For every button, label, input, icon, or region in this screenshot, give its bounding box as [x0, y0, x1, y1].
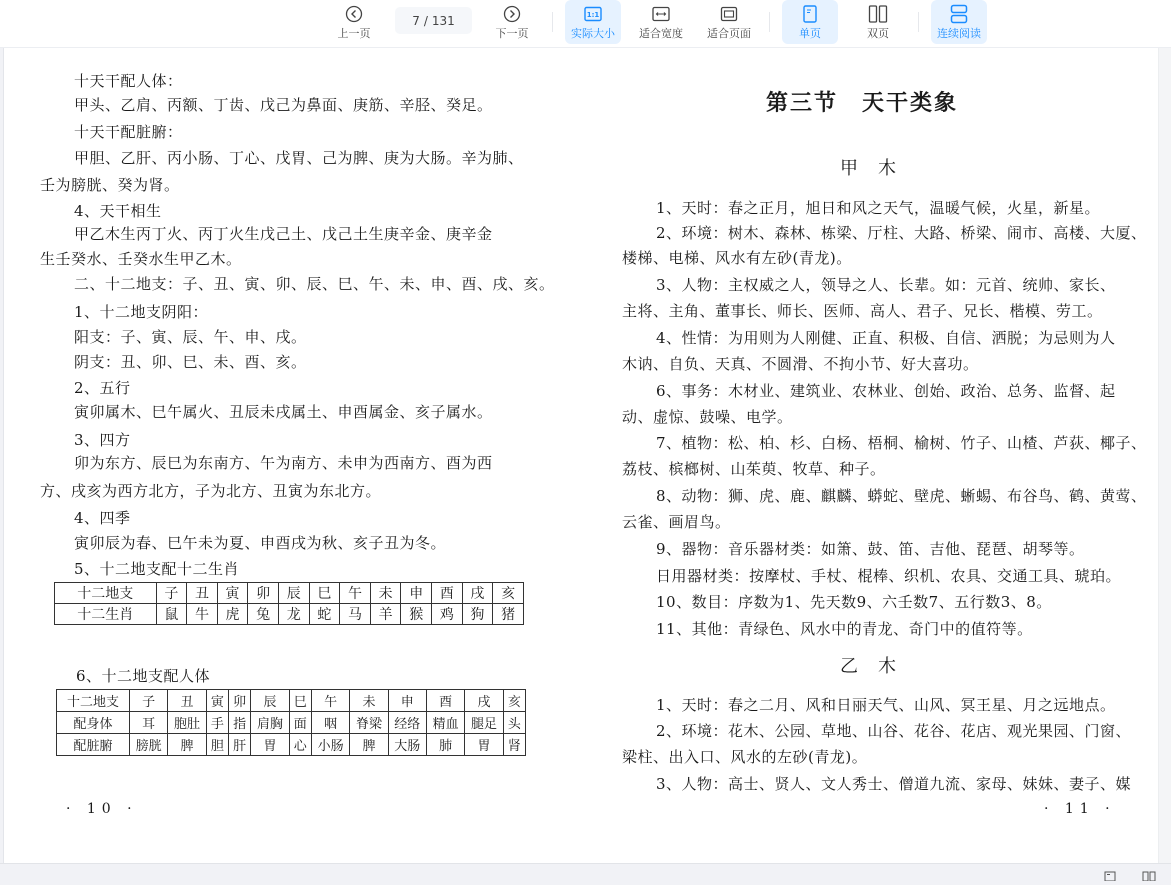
prev-page-label: 上一页: [337, 27, 371, 40]
text-line: 1、天时：春之二月、风和日丽天气、山风、冥王星、月之远地点。: [656, 696, 1116, 714]
table-cell: 子: [129, 690, 167, 712]
table-cell: 午: [340, 583, 371, 604]
table-cell: 龙: [278, 604, 309, 625]
single-page-view-icon[interactable]: [1104, 866, 1116, 885]
table-cell: 头: [503, 712, 525, 734]
total-pages: 131: [431, 13, 455, 28]
text-line: 3、四方: [74, 431, 131, 449]
text-line: 阴支：丑、卯、巳、未、酉、亥。: [74, 353, 307, 371]
text-line: 梁柱、出入口、风水的左砂(青龙)。: [622, 748, 868, 766]
double-page-label: 双页: [867, 27, 889, 40]
table-cell: 脾: [168, 734, 206, 756]
table-cell: 肝: [228, 734, 250, 756]
text-line: 楼梯、电梯、风水有左砂(青龙)。: [622, 249, 852, 267]
text-line: 3、人物：主权威之人，领导之人、长辈。如：元首、统帅、家长、: [656, 276, 1116, 294]
table-cell: 巳: [289, 690, 311, 712]
bottom-status-bar: [0, 863, 1171, 875]
text-line: 主将、主角、董事长、师长、医师、高人、君子、兄长、楷模、劳工。: [622, 302, 1103, 320]
table-cell: 耳: [129, 712, 167, 734]
text-line: 木讷、自负、天真、不圆滑、不拘小节、好大喜功。: [622, 355, 979, 373]
text-line: 日用器材类：按摩杖、手杖、棍棒、织机、农具、交通工具、琥珀。: [656, 567, 1122, 585]
table-cell: 猪: [493, 604, 524, 625]
table-cell: 猴: [401, 604, 432, 625]
text-line: 荔枝、槟榔树、山茱萸、牧草、种子。: [622, 460, 886, 478]
table-cell: 申: [401, 583, 432, 604]
document-viewport[interactable]: [0, 48, 1171, 863]
prev-page-button[interactable]: [330, 0, 378, 44]
text-line: 甲胆、乙肝、丙小肠、丁心、戊胃、己为脾、庚为大肠。辛为肺、: [74, 149, 524, 167]
table-cell: 肺: [426, 734, 464, 756]
double-page-view-icon[interactable]: [1142, 866, 1156, 885]
text-line: 6、十二地支配人体: [76, 667, 211, 685]
table-cell: 虎: [217, 604, 248, 625]
table-cell: 寅: [217, 583, 248, 604]
table-cell: 巳: [309, 583, 340, 604]
text-line: 5、十二地支配十二生肖: [74, 560, 240, 578]
table-cell: 未: [370, 583, 401, 604]
actual-size-button[interactable]: [565, 0, 621, 44]
table-cell: 面: [289, 712, 311, 734]
page-spread: [3, 48, 1158, 863]
text-line: 十天干配人体：: [74, 72, 183, 90]
table-cell: 肩胸: [251, 712, 289, 734]
table-row: [55, 583, 524, 604]
text-line: 8、动物：狮、虎、鹿、麒麟、蟒蛇、壁虎、蜥蜴、布谷鸟、鹤、黄莺、: [656, 487, 1147, 505]
table-cell: 申: [388, 690, 426, 712]
table-cell: 羊: [370, 604, 401, 625]
fit-width-label: 适合宽度: [639, 27, 683, 40]
table-cell: 小肠: [311, 734, 349, 756]
text-line: 11、其他：青绿色、风水中的青龙、奇门中的值符等。: [656, 620, 1033, 638]
table-cell: 腿足: [465, 712, 503, 734]
text-line: 生壬癸水、壬癸水生甲乙木。: [40, 250, 242, 268]
text-line: 6、事务：木材业、建筑业、农林业、创始、政治、总务、监督、起: [656, 382, 1116, 400]
text-line: 寅卯属木、巳午属火、丑辰未戌属土、申酉属金、亥子属水。: [74, 403, 493, 421]
table-cell: 辰: [251, 690, 289, 712]
table-cell: 戌: [465, 690, 503, 712]
svg-text:1:1: 1:1: [586, 11, 600, 19]
text-line: 4、性情：为用则为人刚健、正直、积极、自信、洒脱；为忌则为人: [656, 329, 1116, 347]
fit-page-label: 适合页面: [707, 27, 751, 40]
table-cell: 丑: [168, 690, 206, 712]
table-cell: 心: [289, 734, 311, 756]
page-number: · 10 ·: [66, 801, 138, 817]
toolbar-divider: [552, 12, 553, 32]
section-title: 第三节 天干类象: [766, 91, 959, 116]
text-line: 2、环境：花木、公园、草地、山谷、花谷、花店、观光果园、门窗、: [656, 722, 1132, 740]
table-cell: 经络: [388, 712, 426, 734]
text-line: 4、天干相生: [74, 202, 162, 220]
table-cell: 鸡: [432, 604, 463, 625]
table-cell: 牛: [187, 604, 218, 625]
table-row: [55, 604, 524, 625]
text-line: 方、戌亥为西方北方，子为北方、丑寅为东北方。: [40, 482, 382, 500]
double-page-button[interactable]: [850, 0, 906, 44]
table-cell: 午: [311, 690, 349, 712]
text-line: 云雀、画眉鸟。: [622, 513, 731, 531]
text-line: 10、数目：序数为1、先天数9、六壬数7、五行数3、8。: [656, 593, 1052, 611]
current-page: 7: [412, 13, 420, 28]
subtitle-jia-wood: 甲木: [840, 158, 916, 179]
table-row: [57, 712, 526, 734]
table-cell: 戌: [462, 583, 493, 604]
table-cell: 精血: [426, 712, 464, 734]
text-line: 十天干配脏腑：: [74, 123, 183, 141]
text-line: 卯为东方、辰巳为东南方、午为南方、未申为西南方、酉为西: [74, 454, 493, 472]
table-cell: 配脏腑: [57, 734, 130, 756]
table-cell: 胆: [206, 734, 228, 756]
table-cell: 十二地支: [55, 583, 157, 604]
table-cell: 辰: [278, 583, 309, 604]
table-cell: 胞肚: [168, 712, 206, 734]
fit-width-icon: [652, 4, 670, 24]
table-cell: 膀胱: [129, 734, 167, 756]
table-cell: 胃: [251, 734, 289, 756]
next-page-button[interactable]: [488, 0, 536, 44]
table-cell: 大肠: [388, 734, 426, 756]
text-line: 甲头、乙肩、丙额、丁齿、戊己为鼻面、庚筋、辛胫、癸足。: [74, 96, 493, 114]
table-cell: 酉: [426, 690, 464, 712]
continuous-reading-icon: [950, 4, 968, 24]
table-cell: 子: [156, 583, 187, 604]
body-organs-table: [56, 689, 526, 756]
table-cell: 兔: [248, 604, 279, 625]
table-cell: 酉: [432, 583, 463, 604]
chevron-left-circle-icon: [345, 4, 363, 24]
text-line: 1、天时：春之正月，旭日和风之天气，温暖气候，火星，新星。: [656, 199, 1101, 217]
table-cell: 亥: [503, 690, 525, 712]
table-cell: 手: [206, 712, 228, 734]
table-cell: 胃: [465, 734, 503, 756]
table-cell: 指: [228, 712, 250, 734]
text-line: 9、器物：音乐器材类：如箫、鼓、笛、吉他、琵琶、胡琴等。: [656, 540, 1085, 558]
fit-page-button[interactable]: [701, 0, 757, 44]
table-row: [57, 690, 526, 712]
table-cell: 鼠: [156, 604, 187, 625]
table-cell: 丑: [187, 583, 218, 604]
viewer-toolbar: [0, 0, 1171, 48]
vertical-scrollbar[interactable]: [1158, 48, 1171, 863]
table-cell: 十二地支: [57, 690, 130, 712]
text-line: 2、五行: [74, 379, 131, 397]
continuous-reading-button[interactable]: [931, 0, 987, 44]
zodiac-table: [54, 582, 524, 625]
table-cell: 脾: [350, 734, 388, 756]
text-line: 寅卯辰为春、巳午未为夏、申酉戌为秋、亥子丑为冬。: [74, 534, 447, 552]
text-line: 甲乙木生丙丁火、丙丁火生戊己土、戊己土生庚辛金、庚辛金: [74, 225, 493, 243]
text-line: 阳支：子、寅、辰、午、申、戌。: [74, 328, 307, 346]
table-cell: 配身体: [57, 712, 130, 734]
table-cell: 亥: [493, 583, 524, 604]
single-page-icon: [802, 4, 818, 24]
table-row: [57, 734, 526, 756]
text-line: 7、植物：松、柏、杉、白杨、梧桐、榆树、竹子、山楂、芦荻、椰子、: [656, 434, 1147, 452]
text-line: 2、环境：树木、森林、栋梁、厅柱、大路、桥梁、闹市、高楼、大厦、: [656, 224, 1147, 242]
actual-size-icon: [584, 4, 602, 24]
subtitle-yi-wood: 乙木: [840, 656, 916, 677]
table-cell: 寅: [206, 690, 228, 712]
table-cell: 卯: [248, 583, 279, 604]
table-cell: 咽: [311, 712, 349, 734]
double-page-icon: [868, 4, 888, 24]
text-line: 3、人物：高士、贤人、文人秀士、僧道九流、家母、妹妹、妻子、媒: [656, 775, 1132, 793]
table-cell: 脊梁: [350, 712, 388, 734]
single-page-button[interactable]: [782, 0, 838, 44]
toolbar-divider: [769, 12, 770, 32]
table-cell: 蛇: [309, 604, 340, 625]
toolbar-divider: [918, 12, 919, 32]
text-line: 动、虚惊、鼓噪、电学。: [622, 408, 793, 426]
fit-page-icon: [720, 4, 738, 24]
table-cell: 马: [340, 604, 371, 625]
actual-size-label: 实际大小: [571, 27, 615, 40]
text-line: 壬为膀胱、癸为肾。: [40, 176, 180, 194]
table-cell: 狗: [462, 604, 493, 625]
page-number-input[interactable]: [395, 7, 472, 34]
fit-width-button[interactable]: [633, 0, 689, 44]
continuous-reading-label: 连续阅读: [937, 27, 981, 40]
next-page-label: 下一页: [495, 27, 529, 40]
text-line: 二、十二地支：子、丑、寅、卯、辰、巳、午、未、申、酉、戌、亥。: [74, 275, 555, 293]
table-cell: 肾: [503, 734, 525, 756]
table-cell: 未: [350, 690, 388, 712]
text-line: 1、十二地支阴阳：: [74, 303, 209, 321]
page-separator: /: [423, 13, 428, 28]
table-cell: 卯: [228, 690, 250, 712]
text-line: 4、四季: [74, 509, 131, 527]
page-number: · 11 ·: [1044, 801, 1116, 817]
chevron-right-circle-icon: [503, 4, 521, 24]
table-cell: 十二生肖: [55, 604, 157, 625]
single-page-label: 单页: [799, 27, 821, 40]
